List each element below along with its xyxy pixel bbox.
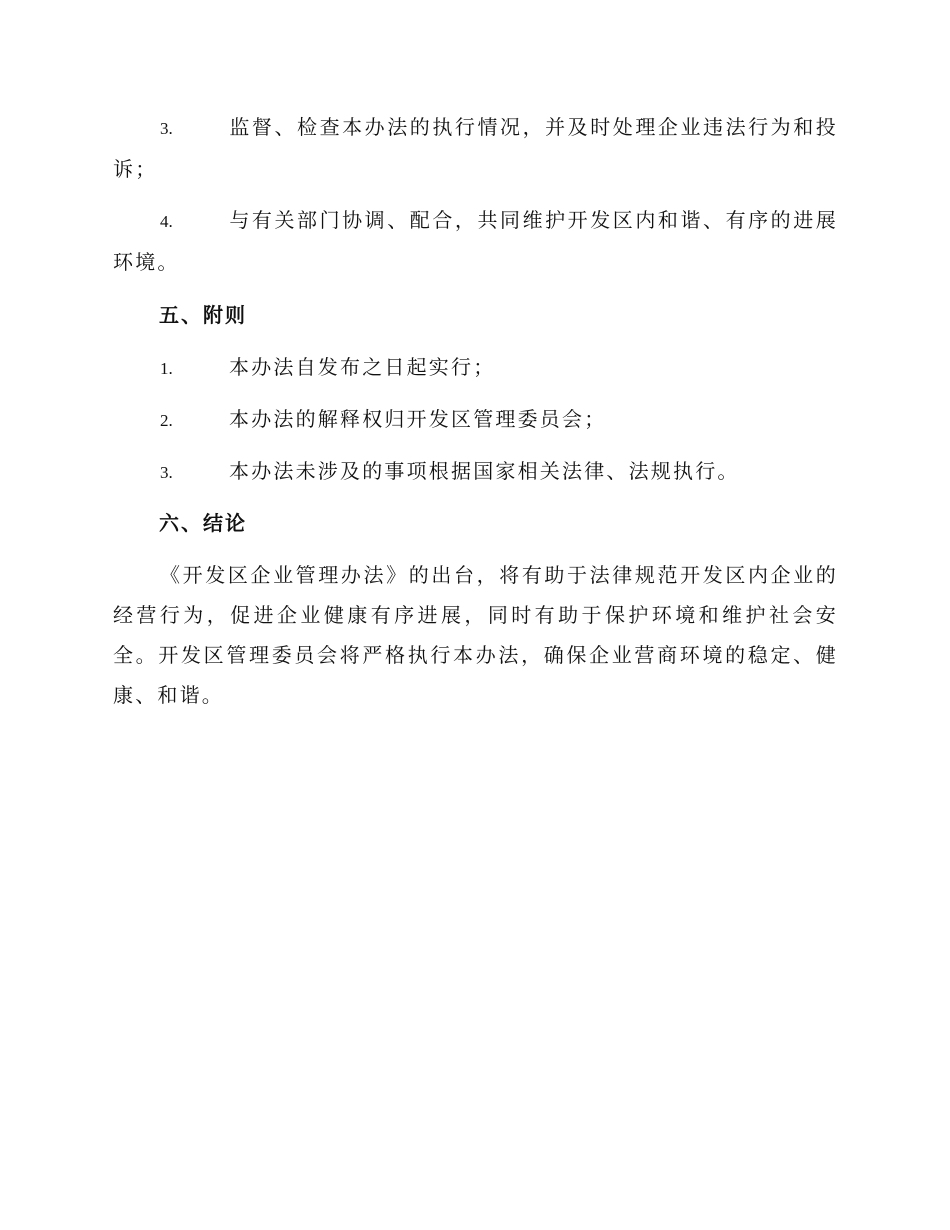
- section5-item-2: [113, 399, 838, 441]
- conclusion-paragraph: 《开发区企业管理办法》的出台，将有助于法律规范开发区内企业的经营行为，促进企业健康有序进展，同时有助于保护环境和维护社会安全。开发区管理委员会将严格执行本办法，确保企业营商环境的稳定、健康、和谐。: [113, 563, 838, 707]
- item-text: 与有关部门协调、配合，共同维护开发区内和谐、有序的进展环境。: [113, 208, 838, 274]
- section4-item-4: [113, 200, 838, 282]
- item-number: 3.: [160, 119, 173, 138]
- item-text: 本办法自发布之日起实行；: [229, 355, 496, 379]
- item-text: 本办法的解释权归开发区管理委员会；: [229, 407, 607, 431]
- item-text: 本办法未涉及的事项根据国家相关法律、法规执行。: [229, 459, 740, 483]
- item-text: 监督、检查本办法的执行情况，并及时处理企业违法行为和投诉；: [113, 115, 838, 181]
- section6-heading: 六、结论: [159, 511, 247, 535]
- item-number: 1.: [160, 359, 173, 378]
- section5-item-1: [113, 347, 838, 389]
- section5-heading: 五、附则: [159, 303, 247, 327]
- item-number: 2.: [160, 411, 173, 430]
- section4-item-3: [113, 107, 838, 189]
- item-number: 4.: [160, 212, 173, 231]
- item-number: 3.: [160, 463, 173, 482]
- section5-item-3: [113, 451, 838, 493]
